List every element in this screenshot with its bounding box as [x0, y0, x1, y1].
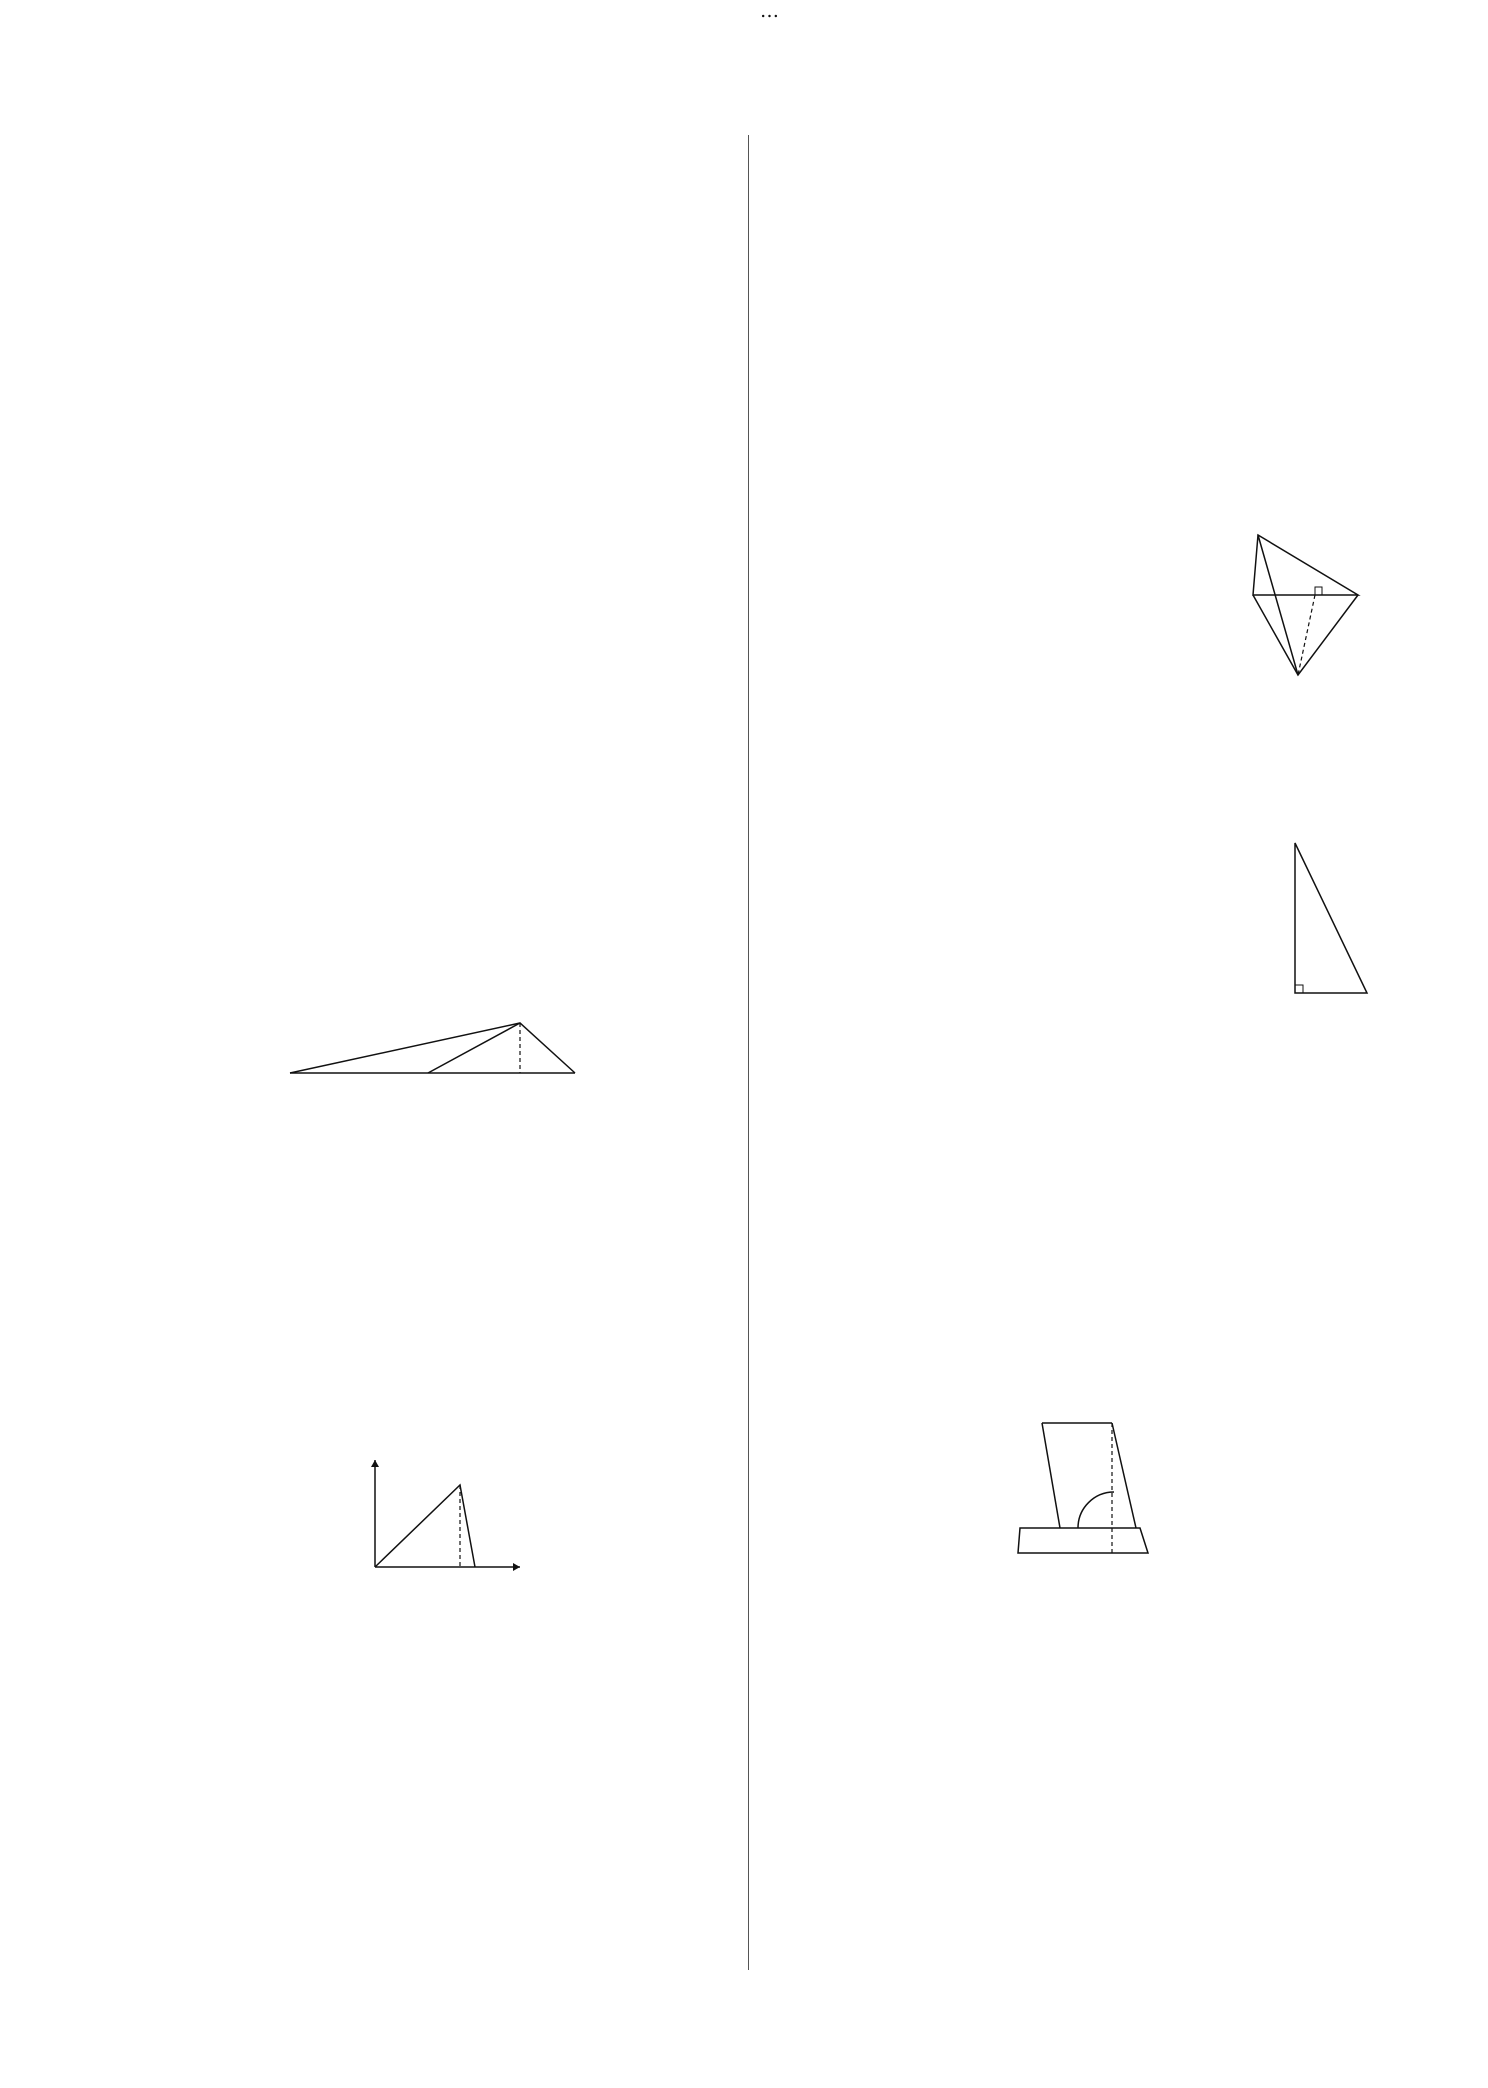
- column-divider: [748, 135, 749, 1970]
- figure-8: [1238, 525, 1378, 685]
- figure-16b: [1000, 1413, 1170, 1575]
- figure-16: [280, 1005, 600, 1105]
- right-column: …: [760, 0, 1488, 2088]
- figure-17: [355, 1455, 525, 1580]
- figure-14: [1265, 835, 1385, 1015]
